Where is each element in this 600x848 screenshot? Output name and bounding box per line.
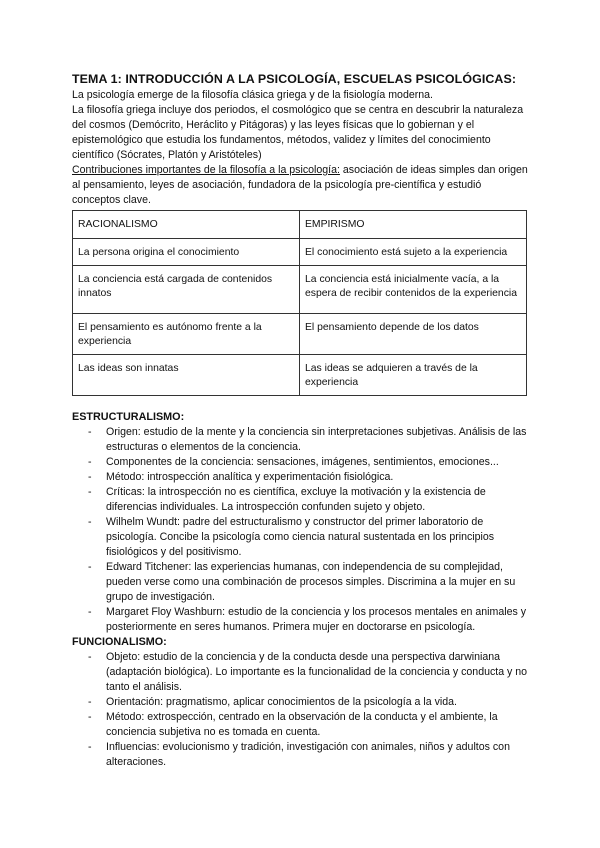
intro-paragraph-2: La filosofía griega incluye dos periodos, el cosmológico que se centra en descubrir la naturaleza del cosmos (Demócrito, Heráclito y Pitágoras) y las leyes físicas que lo gobiernan y el epistemológico que estudia los fundamentos, métodos, validez y límites del conocimiento científico (Sócrates, Platón y Aristóteles) xyxy=(72,104,524,161)
table-row xyxy=(73,238,527,266)
list-item: - Método: extrospección, centrado en la observación de la conducta y el ambiente, la conciencia subjetiva no es tomada en cuenta. xyxy=(106,710,528,740)
list-item: - Objeto: estudio de la conciencia y de la conducta desde una perspectiva darwiniana (adaptación biológica). Lo importante es la funcionalidad de la conciencia y conducta y no tanto el análisis. xyxy=(106,650,528,695)
funcionalismo-heading: FUNCIONALISMO: xyxy=(72,636,167,648)
estructuralismo-heading: ESTRUCTURALISMO: xyxy=(72,411,185,423)
list-item: - Margaret Floy Washburn: estudio de la conciencia y los procesos mentales en animales y posteriormente en seres humanos. Primera mujer en doctorarse en psicología. xyxy=(106,605,528,635)
page-title: TEMA 1: INTRODUCCIÓN A LA PSICOLOGÍA, ESCUELAS PSICOLÓGICAS: xyxy=(72,72,517,86)
table-cell: La persona origina el conocimiento xyxy=(73,238,300,266)
table-header-empirismo: EMPIRISMO xyxy=(300,211,527,239)
table-cell: El pensamiento es autónomo frente a la experiencia xyxy=(73,314,300,355)
table-cell: La conciencia está cargada de contenidos innatos xyxy=(73,266,300,314)
list-item: - Influencias: evolucionismo y tradición, investigación con animales, niños y adultos con alteraciones. xyxy=(106,740,528,770)
table-row xyxy=(73,211,527,239)
list-item: - Método: introspección analítica y experimentación fisiológica. xyxy=(106,470,528,485)
comparison-table xyxy=(72,210,527,396)
table-row xyxy=(73,266,527,314)
intro-paragraph-1: La psicología emerge de la filosofía clásica griega y de la fisiología moderna. xyxy=(72,89,433,101)
table-row xyxy=(73,314,527,355)
table-cell: El conocimiento está sujeto a la experiencia xyxy=(300,238,527,266)
table-cell: La conciencia está inicialmente vacía, a la espera de recibir contenidos de la experiencia xyxy=(300,266,527,314)
table-cell: El pensamiento depende de los datos xyxy=(300,314,527,355)
table-cell: Las ideas se adquieren a través de la experiencia xyxy=(300,355,527,396)
list-item: - Edward Titchener: las experiencias humanas, con independencia de su complejidad, pueden verse como una combinación de procesos simples. Discrimina a la mujer en su grupo de investigación. xyxy=(106,560,528,605)
contributions-paragraph xyxy=(72,163,528,208)
contributions-label: Contribuciones importantes de la filosofía a la psicología: xyxy=(72,164,340,176)
funcionalismo-list xyxy=(72,650,528,770)
contributions-text: asociación de ideas simples dan origen al pensamiento, leyes de asociación, fundadora de la psicología pre-científica y estudió conceptos clave. xyxy=(72,164,528,206)
table-cell: Las ideas son innatas xyxy=(73,355,300,396)
estructuralismo-list xyxy=(72,425,528,635)
list-item: - Componentes de la conciencia: sensaciones, imágenes, sentimientos, emociones... xyxy=(106,455,528,470)
list-item: - Orientación: pragmatismo, aplicar conocimientos de la psicología a la vida. xyxy=(106,695,528,710)
table-row xyxy=(73,355,527,396)
list-item: - Críticas: la introspección no es científica, excluye la motivación y la existencia de diferencias individuales. La introspección confunden sujeto y objeto. xyxy=(106,485,528,515)
table-header-racionalismo: RACIONALISMO xyxy=(73,211,300,239)
list-item: - Origen: estudio de la mente y la conciencia sin interpretaciones subjetivas. Análisis de las estructuras o elementos de la conciencia. xyxy=(106,425,528,455)
list-item: - Wilhelm Wundt: padre del estructuralismo y constructor del primer laboratorio de psicología. Concibe la psicología como ciencia natural sustentada en los principios fisiológicos y del positivismo. xyxy=(106,515,528,560)
